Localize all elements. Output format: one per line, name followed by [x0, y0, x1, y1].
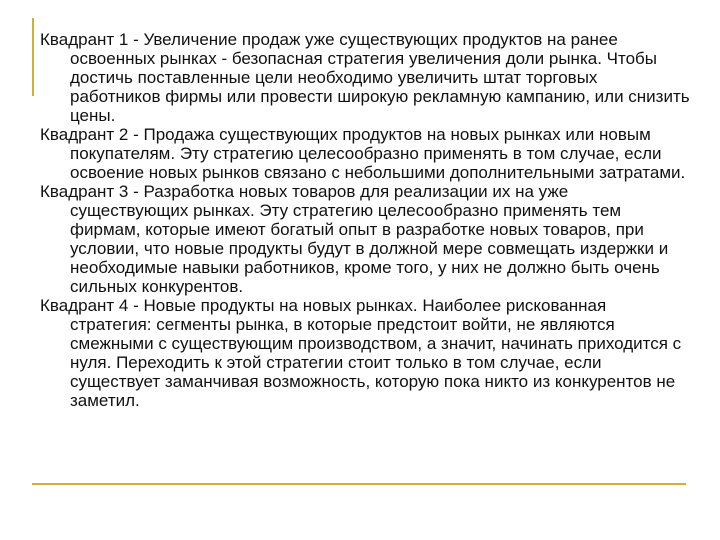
slide-text-body: [40, 30, 690, 410]
quadrant-1-paragraph: Квадрант 1 - Увеличение продаж уже существующих продуктов на ранее освоенных рынках - безопасная стратегия увеличения доли рынка. Чтобы достичь поставленные цели необходимо увеличить штат торговых работников фирмы или провести широкую рекламную кампанию, или снизить цены.: [40, 30, 690, 125]
quadrant-2-paragraph: Квадрант 2 - Продажа существующих продуктов на новых рынках или новым покупателям. Эту стратегию целесообразно применять в том случае, если освоение новых рынков связано с небольшими дополнительными затратами.: [40, 125, 686, 182]
quadrant-3-paragraph: Квадрант 3 - Разработка новых товаров для реализации их на уже существующих рынках. Эту стратегию целесообразно применять тем фирмам, которые имеют богатый опыт в разработке новых товаров, при условии, что новые продукты будут в должной мере совмещать издержки и необходимые навыки работников, кроме того, у них не должно быть очень сильных конкурентов.: [40, 182, 669, 296]
bottom-accent-line: [32, 483, 686, 485]
left-accent-line: [32, 18, 34, 96]
quadrant-4-paragraph: Квадрант 4 - Новые продукты на новых рынках. Наиболее рискованная стратегия: сегменты рынка, в которые предстоит войти, не являются смежными с существующим производством, а значит, начинать приходится с нуля. Переходить к этой стратегии стоит только в том случае, если существует заманчивая возможность, которую пока никто из конкурентов не заметил.: [40, 296, 682, 410]
